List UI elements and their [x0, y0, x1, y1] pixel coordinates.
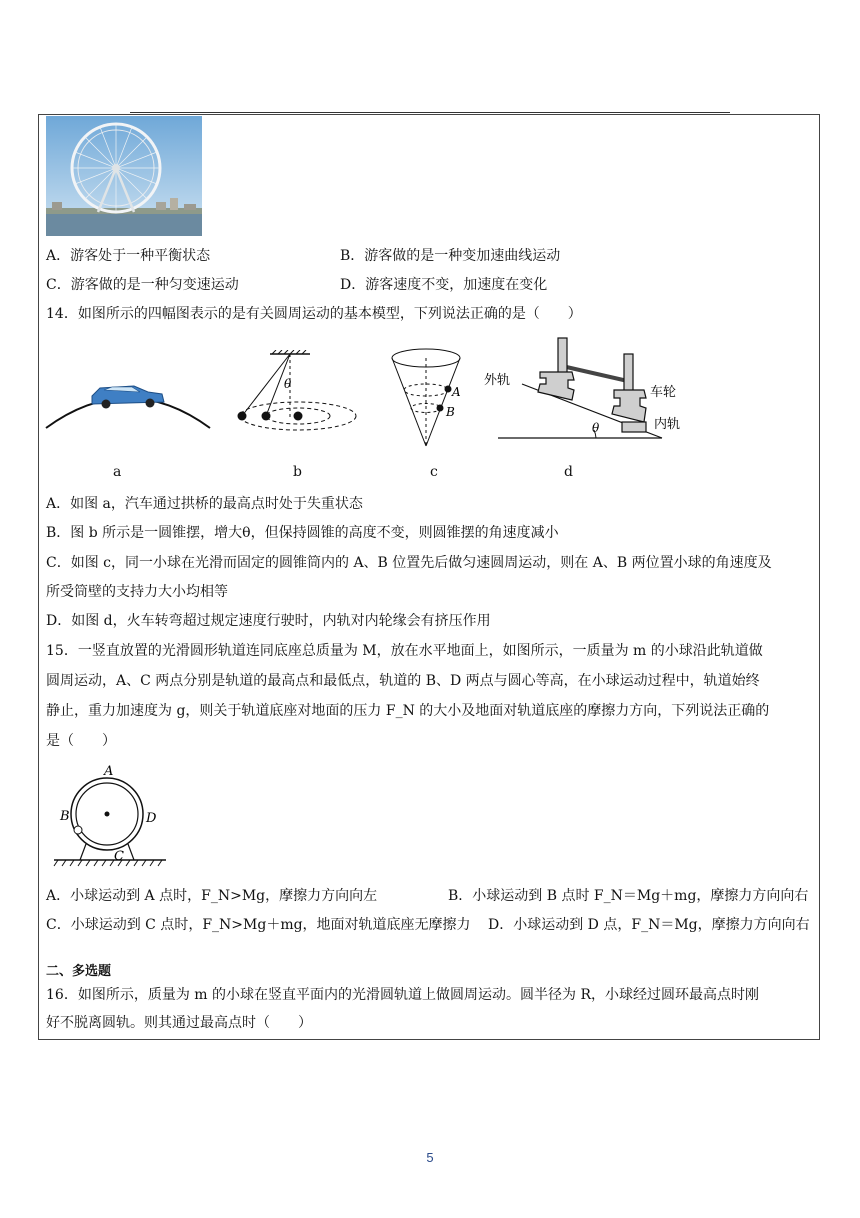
q13-option-d: D．游客速度不变，加速度在变化 — [340, 277, 548, 293]
q15-point-b: B — [60, 809, 70, 824]
figure-a-label: a — [113, 464, 122, 480]
ferris-wheel-photo — [46, 116, 202, 236]
figure-b-conical-pendulum — [226, 350, 374, 434]
q13-option-b: B．游客做的是一种变加速曲线运动 — [340, 248, 561, 264]
q13-option-a: A．游客处于一种平衡状态 — [46, 248, 211, 264]
figure-d-inner-rail: 内轨 — [654, 417, 681, 432]
q15-stem-line2: 圆周运动，A、C 两点分别是轨道的最高点和最低点，轨道的 B、D 两点与圆心等高，在小球运动过程中，轨道始终 — [46, 673, 760, 689]
figure-d-banked-track — [482, 336, 692, 442]
figure-d-wheel: 车轮 — [650, 385, 677, 400]
q14-option-b: B．图 b 所示是一圆锥摆，增大θ，但保持圆锥的高度不变，则圆锥摆的角速度减小 — [46, 525, 559, 541]
q15-stem-line1: 15．一竖直放置的光滑圆形轨道连同底座总质量为 M，放在水平地面上，如图所示，一质量为 m 的小球沿此轨道做 — [46, 643, 763, 659]
figure-c-point-b: B — [446, 405, 455, 419]
figure-a-arch-bridge — [44, 370, 212, 432]
q14-option-c-line1: C．如图 c，同一小球在光滑而固定的圆锥筒内的 A、B 位置先后做匀速圆周运动，则在 A、B 两位置小球的角速度及 — [46, 555, 772, 571]
figure-b-theta: θ — [284, 377, 292, 391]
q14-stem: 14．如图所示的四幅图表示的是有关圆周运动的基本模型，下列说法正确的是（ ） — [46, 306, 582, 322]
page-number: 5 — [426, 1150, 434, 1165]
q15-option-b: B．小球运动到 B 点时 F_N＝Mg＋mg，摩擦力方向向右 — [448, 888, 809, 904]
q15-point-a: A — [104, 764, 114, 779]
q14-option-c-line2: 所受筒壁的支持力大小均相等 — [46, 584, 228, 600]
figure-d-label: d — [564, 464, 573, 480]
q15-option-a: A．小球运动到 A 点时，F_N>Mg，摩擦力方向向左 — [46, 888, 378, 904]
q16-stem-line2: 好不脱离圆轨。则其通过最高点时（ ） — [46, 1015, 312, 1031]
q15-option-c: C．小球运动到 C 点时，F_N>Mg＋mg，地面对轨道底座无摩擦力 — [46, 917, 471, 933]
q14-option-a: A．如图 a，汽车通过拱桥的最高点时处于失重状态 — [46, 496, 363, 512]
q15-stem-line4: 是（ ） — [46, 733, 116, 749]
figure-c-cone — [388, 346, 468, 450]
section-title-multiple-choice: 二、多选题 — [46, 964, 112, 979]
q15-stem-line3: 静止，重力加速度为 g，则关于轨道底座对地面的压力 F_N 的大小及地面对轨道底座的摩擦力方向，下列说法正确的 — [46, 703, 770, 719]
header-rule — [130, 112, 730, 113]
figure-d-theta: θ — [592, 421, 600, 435]
figure-d-outer-rail: 外轨 — [484, 373, 511, 388]
figure-c-label: c — [430, 464, 438, 480]
q15-option-d: D．小球运动到 D 点，F_N＝Mg，摩擦力方向向右 — [488, 917, 810, 933]
q15-point-d: D — [146, 811, 157, 826]
figure-c-point-a: A — [452, 385, 461, 399]
q14-option-d: D．如图 d，火车转弯超过规定速度行驶时，内轨对内轮缘会有挤压作用 — [46, 613, 491, 629]
q15-figure-circular-track — [50, 760, 170, 870]
figure-b-label: b — [293, 464, 302, 480]
q13-option-c: C．游客做的是一种匀变速运动 — [46, 277, 239, 293]
q16-stem-line1: 16．如图所示，质量为 m 的小球在竖直平面内的光滑圆轨道上做圆周运动。圆半径为 R，小球经过圆环最高点时刚 — [46, 987, 759, 1003]
q15-point-c: C — [114, 849, 124, 864]
